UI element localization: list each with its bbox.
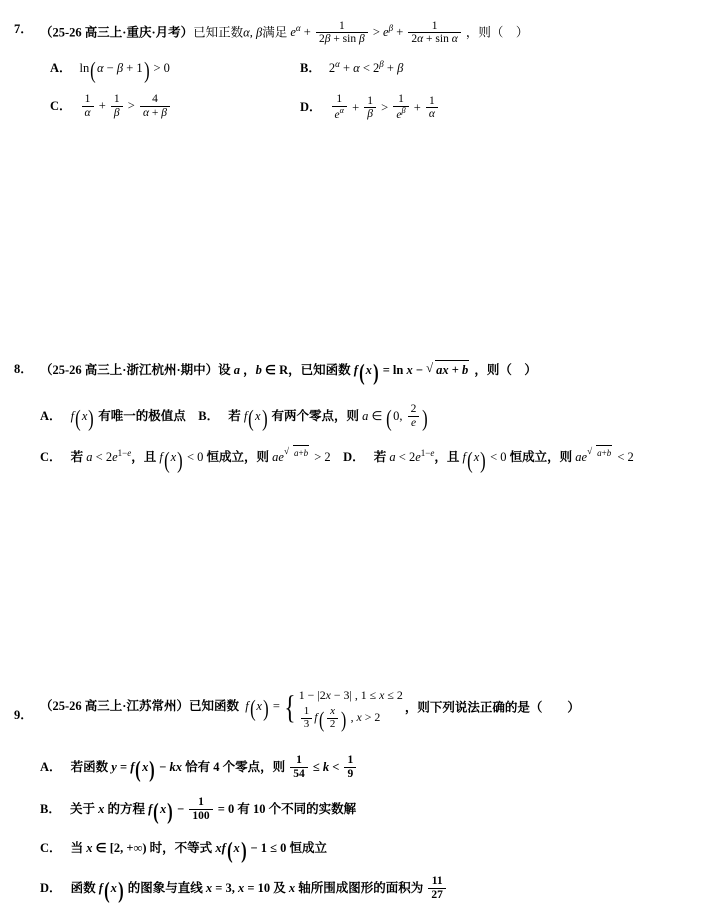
option-c-label: C．	[50, 98, 72, 113]
question-8-source: （25-26 高三上·浙江杭州·期中）	[40, 363, 219, 377]
option-d-label: D．	[40, 880, 62, 895]
question-9-function-name: f	[242, 699, 249, 713]
option-c-body: $\frac{1}{\alpha}$ + $\frac{1}{\beta}$ > $\frac{4}{\alpha + \beta}$	[80, 93, 172, 119]
question-7-option-row-2	[40, 93, 690, 121]
option-d-label: D．	[343, 450, 365, 465]
option-b-body: 若 f(x) 有两个零点，则 a ∈ (0, $\frac{2}{e}$ )	[228, 403, 429, 433]
option-c-label: C．	[40, 840, 62, 855]
question-9	[0, 685, 708, 917]
question-9-number: 9．	[14, 708, 33, 722]
option-b-label: B．	[198, 408, 220, 423]
option-c-label: C．	[40, 450, 62, 465]
question-8-option-c[interactable]	[40, 447, 334, 474]
question-8-option-a[interactable]	[40, 406, 189, 433]
question-9-option-c[interactable]	[0, 838, 708, 865]
question-8-option-b[interactable]	[198, 403, 429, 433]
question-7-stem-prefix: 已知正数	[193, 25, 244, 40]
option-a-body: f(x) 有唯一的极值点	[70, 406, 186, 433]
question-9-source: （25-26 高三上·江苏常州）	[40, 699, 189, 713]
question-7-options	[0, 58, 708, 121]
option-b-label: B．	[300, 60, 321, 75]
question-8-stem	[0, 360, 708, 387]
question-9-stem-prefix: 已知函数	[188, 699, 239, 713]
question-9-stem: 9． （25-26 高三上·江苏常州）已知函数 f(x) = { 1 − |2x − 3| , 1 ≤ x ≤ 2 $\frac{1}{3}$ f( $\frac{x}{2}$ ) , x > 2 ，则下列说法正确的是（ ）	[0, 685, 708, 730]
question-7-stem	[0, 20, 708, 46]
question-8-option-d[interactable]	[343, 447, 634, 474]
question-8-option-row-2	[0, 445, 708, 474]
question-7-expression: $e^\alpha$ + $\frac{1}{\text{2β + sin β}}$ > $e^\beta$ + $\frac{1}{\text{2α + sin α}}$	[287, 25, 466, 39]
option-c-body: 若 $a < 2e^{1-e}$，且 f(x) < 0 恒成立，则 ae √ $^{a+b}$ > 2	[71, 450, 331, 464]
option-a-label: A．	[40, 408, 62, 423]
question-7-option-c[interactable]	[40, 93, 278, 119]
question-9-option-b[interactable]	[0, 796, 708, 826]
question-7-option-a[interactable]	[40, 58, 278, 85]
option-a-body: ln(α − β + 1) > 0	[79, 58, 170, 85]
piecewise-case-2: $\frac{1}{3}$ f( $\frac{x}{2}$ ) , x > 2	[299, 706, 403, 731]
question-8-option-row-1	[0, 403, 708, 433]
question-9-option-a[interactable]	[0, 754, 708, 784]
question-7-option-b[interactable]	[278, 58, 560, 76]
question-7	[0, 20, 708, 135]
question-7-stem-mid: 满足	[262, 25, 288, 40]
option-a-body: 若函数 y = f(x) − kx 恰有 4 个零点，则 $\frac{1}{54}$ ≤ k < $\frac{1}{9}$	[71, 760, 359, 774]
question-7-source: （25-26 高三上·重庆·月考）	[40, 25, 194, 40]
option-c-body: 当 x ∈ [2, +∞) 时，不等式 xf(x) − 1 ≤ 0 恒成立	[70, 838, 327, 865]
question-9-option-d[interactable]	[0, 875, 708, 905]
question-7-number: 7．	[14, 22, 33, 36]
option-d-body: $\frac{1}{e^\alpha}$ + $\frac{1}{\beta}$ > $\frac{1}{e^\beta}$ + $\frac{1}{\alpha}$	[330, 93, 440, 121]
question-7-vars: α, β	[243, 25, 263, 40]
question-8-stem-body: 设 a ，b ∈ R，已知函数 f(x) = ln x − √ ax + b ，则（ ）	[218, 363, 537, 377]
option-b-body: 关于 x 的方程 f(x) − $\frac{1}{100}$ = 0 有 10 个不同的实数解	[69, 796, 357, 826]
question-8-number: 8．	[14, 362, 33, 376]
option-d-label: D．	[300, 100, 322, 115]
option-d-body: 函数 f(x) 的图象与直线 x = 3, x = 10 及 x 轴所围成图形的面积为 $\frac{11}{27}$	[71, 881, 448, 895]
piecewise-case-1: 1 − |2x − 3| , 1 ≤ x ≤ 2	[298, 688, 403, 702]
option-d-body: 若 $a < 2e^{1-e}$，且 f(x) < 0 恒成立，则 ae √ $^{a+b}$ < 2	[374, 450, 634, 464]
question-8	[0, 360, 708, 485]
question-7-stem-tail: ，则（ ）	[465, 25, 529, 40]
option-b-body: $2^\alpha + \alpha < 2^\beta + \beta$	[328, 58, 404, 75]
option-a-label: A．	[40, 759, 62, 774]
option-a-label: A．	[50, 60, 72, 75]
question-7-option-row-1	[40, 58, 690, 85]
question-9-piecewise: { 1 − |2x − 3| , 1 ≤ x ≤ 2 $\frac{1}{3}$ f( $\frac{x}{2}$ ) , x > 2	[282, 685, 403, 730]
question-9-stem-tail: ，则下列说法正确的是（ ）	[404, 700, 580, 715]
question-7-option-d[interactable]	[278, 93, 560, 121]
option-b-label: B．	[40, 801, 61, 816]
